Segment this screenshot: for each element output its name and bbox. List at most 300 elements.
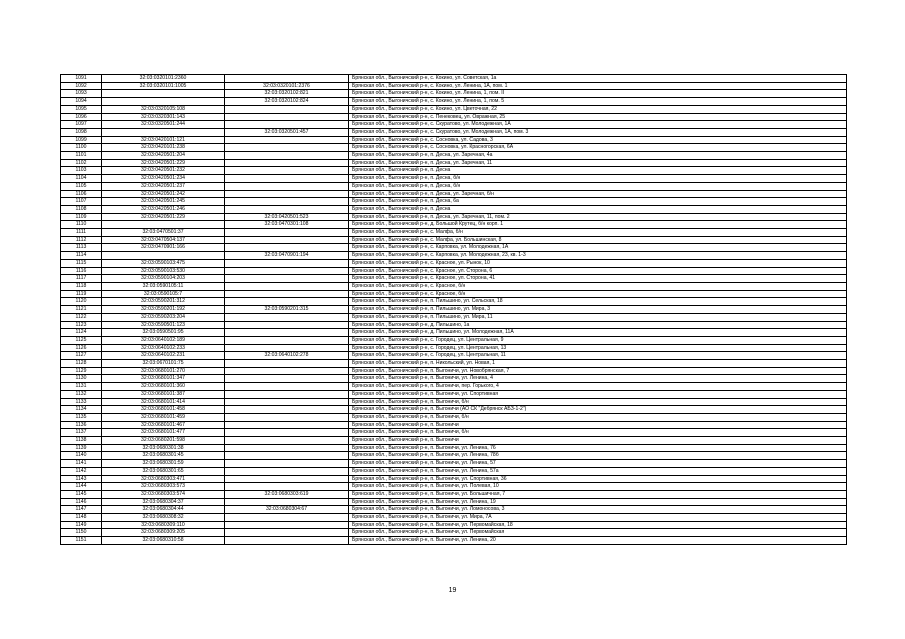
address-cell: Брянская обл., Выгоничский р-н, п. Выгоничи, ул. Первомайская — [349, 529, 847, 537]
address-cell: Брянская обл., Выгоничский р-н, п. Выгоничи, ул. Первомайская, 18 — [349, 521, 847, 529]
table-row — [61, 282, 847, 290]
cadastral-number-cell: 32:03:0680101:347 — [102, 375, 225, 383]
building-number-cell: 32:03:0320102:821 — [225, 90, 349, 98]
table-row — [61, 506, 847, 514]
address-cell: Брянская обл., Выгоничский р-н, с. Малфа, б/н — [349, 229, 847, 237]
cadastral-number-cell: 32:03:0680310:58 — [102, 537, 225, 545]
building-number-cell — [225, 298, 349, 306]
row-number-cell: 1135 — [61, 413, 102, 421]
building-number-cell — [225, 475, 349, 483]
cadastral-number-cell: 32:03:0680301:38 — [102, 444, 225, 452]
row-number-cell: 1099 — [61, 136, 102, 144]
building-number-cell — [225, 275, 349, 283]
address-cell: Брянская обл., Выгоничский р-н, с. Скуратово, ул. Молодежная, 1А, пом. 3 — [349, 128, 847, 136]
row-number-cell: 1133 — [61, 398, 102, 406]
address-cell: Брянская обл., Выгоничский р-н, п. Выгоничи, ул. Спортивная, 36 — [349, 475, 847, 483]
cadastral-number-cell: 32:03:0680301:45 — [102, 452, 225, 460]
row-number-cell: 1106 — [61, 190, 102, 198]
row-number-cell: 1115 — [61, 259, 102, 267]
table-row — [61, 167, 847, 175]
row-number-cell: 1107 — [61, 198, 102, 206]
building-number-cell — [225, 159, 349, 167]
cadastral-number-cell — [102, 221, 225, 229]
cadastral-number-cell: 32:03:0320501:244 — [102, 121, 225, 129]
building-number-cell — [225, 182, 349, 190]
table-row — [61, 413, 847, 421]
table-row — [61, 313, 847, 321]
building-number-cell — [225, 537, 349, 545]
row-number-cell: 1123 — [61, 321, 102, 329]
building-number-cell — [225, 406, 349, 414]
table-row — [61, 437, 847, 445]
table-row — [61, 475, 847, 483]
address-cell: Брянская обл., Выгоничский р-н, п. Выгоничи, ул. Новобрянская, 7 — [349, 367, 847, 375]
building-number-cell — [225, 175, 349, 183]
table-row — [61, 275, 847, 283]
table-row — [61, 182, 847, 190]
address-cell: Брянская обл., Выгоничский р-н, с. Городец, ул. Центральная, 9 — [349, 336, 847, 344]
address-cell: Брянская обл., Выгоничский р-н, с. Городец, ул. Центральная, 13 — [349, 344, 847, 352]
address-cell: Брянская обл., Выгоничский р-н, п. Десна — [349, 167, 847, 175]
building-number-cell — [225, 421, 349, 429]
row-number-cell: 1113 — [61, 244, 102, 252]
cadastral-number-cell: 32:03:0590201:312 — [102, 298, 225, 306]
address-cell: Брянская обл., Выгоничский р-н, с. Красное, б/н — [349, 282, 847, 290]
table-row — [61, 352, 847, 360]
table-row — [61, 514, 847, 522]
building-number-cell: 32:03:0470301:108 — [225, 221, 349, 229]
row-number-cell: 1125 — [61, 336, 102, 344]
cadastral-number-cell — [102, 128, 225, 136]
building-number-cell — [225, 336, 349, 344]
table-body — [61, 75, 847, 545]
address-cell: Брянская обл., Выгоничский р-н, с. Карповка, ул. Молодежная, 23, кв. 1-3 — [349, 252, 847, 260]
table-row — [61, 467, 847, 475]
cadastral-number-cell: 32:03:0320301:143 — [102, 113, 225, 121]
cadastral-number-cell: 32:03:0680303:471 — [102, 475, 225, 483]
building-number-cell — [225, 329, 349, 337]
address-cell: Брянская обл., Выгоничский р-н, п. Пильшино, ул. Сельская, 18 — [349, 298, 847, 306]
building-number-cell — [225, 321, 349, 329]
table-row — [61, 152, 847, 160]
cadastral-number-cell: 32:03:0680304:44 — [102, 506, 225, 514]
table-row — [61, 498, 847, 506]
row-number-cell: 1100 — [61, 144, 102, 152]
table-row — [61, 128, 847, 136]
table-row — [61, 113, 847, 121]
cadastral-number-cell: 32:03:0420501:246 — [102, 205, 225, 213]
building-number-cell — [225, 290, 349, 298]
row-number-cell: 1110 — [61, 221, 102, 229]
row-number-cell: 1120 — [61, 298, 102, 306]
address-cell: Брянская обл., Выгоничский р-н, п. Выгоничи, б/н — [349, 413, 847, 421]
table-row — [61, 136, 847, 144]
cadastral-number-cell: 32:03:0680101:458 — [102, 406, 225, 414]
table-row — [61, 429, 847, 437]
row-number-cell: 1141 — [61, 460, 102, 468]
cadastral-number-cell: 32:03:0680301:65 — [102, 467, 225, 475]
table-row — [61, 306, 847, 314]
cadastral-number-cell: 32:03:0680309:110 — [102, 521, 225, 529]
cadastral-number-cell: 32:03:0420501:229 — [102, 159, 225, 167]
cadastral-number-cell: 32:03:0470504:137 — [102, 236, 225, 244]
table-row — [61, 175, 847, 183]
cadastral-number-cell: 32:03:0420101:238 — [102, 144, 225, 152]
building-number-cell: 32:03:0320501:457 — [225, 128, 349, 136]
table-row — [61, 121, 847, 129]
cadastral-number-cell: 32:03:0420501:234 — [102, 175, 225, 183]
row-number-cell: 1149 — [61, 521, 102, 529]
building-number-cell — [225, 105, 349, 113]
address-cell: Брянская обл., Выгоничский р-н, п. Выгоничи, ул. Ленина, 76 — [349, 444, 847, 452]
row-number-cell: 1132 — [61, 390, 102, 398]
row-number-cell: 1093 — [61, 90, 102, 98]
table-row — [61, 460, 847, 468]
row-number-cell: 1101 — [61, 152, 102, 160]
row-number-cell: 1124 — [61, 329, 102, 337]
building-number-cell: 32:03:0590201:315 — [225, 306, 349, 314]
table-row — [61, 537, 847, 545]
cadastral-number-cell: 32:03:0680101:477 — [102, 429, 225, 437]
address-cell: Брянская обл., Выгоничский р-н, с. Кокино, ул. Цветочная, 22 — [349, 105, 847, 113]
address-cell: Брянская обл., Выгоничский р-н, п. Выгоничи, ул. Спортивная — [349, 390, 847, 398]
table-row — [61, 236, 847, 244]
address-cell: Брянская обл., Выгоничский р-н, п. Выгоничи, ул. Ленина, 78б — [349, 452, 847, 460]
table-row — [61, 190, 847, 198]
address-cell: Брянская обл., Выгоничский р-н, с. Красное, ул. Сторона, 6 — [349, 267, 847, 275]
row-number-cell: 1150 — [61, 529, 102, 537]
address-cell: Брянская обл., Выгоничский р-н, с. Кокино, ул. Советская, 1а — [349, 75, 847, 83]
cadastral-number-cell: 32:03:0680308:32 — [102, 514, 225, 522]
address-cell: Брянская обл., Выгоничский р-н, с. Кокино, ул. Ленина, 1, пом. 5 — [349, 98, 847, 106]
row-number-cell: 1130 — [61, 375, 102, 383]
address-cell: Брянская обл., Выгоничский р-н, п. Десна, 6а — [349, 198, 847, 206]
building-number-cell — [225, 282, 349, 290]
table-row — [61, 421, 847, 429]
address-cell: Брянская обл., Выгоничский р-н, п. Выгоничи, ул. Ленина, 19 — [349, 498, 847, 506]
building-number-cell — [225, 375, 349, 383]
table-row — [61, 229, 847, 237]
building-number-cell: 32:03:0680303:619 — [225, 490, 349, 498]
address-cell: Брянская обл., Выгоничский р-н, п. Выгоничи, ул. Ломоносова, 3 — [349, 506, 847, 514]
row-number-cell: 1092 — [61, 82, 102, 90]
row-number-cell: 1112 — [61, 236, 102, 244]
cadastral-number-cell: 32:03:0680101:270 — [102, 367, 225, 375]
row-number-cell: 1108 — [61, 205, 102, 213]
table-row — [61, 105, 847, 113]
building-number-cell — [225, 136, 349, 144]
page-number: 19 — [448, 587, 457, 594]
building-number-cell — [225, 190, 349, 198]
cadastral-number-cell: 32:03:0680303:573 — [102, 483, 225, 491]
table-row — [61, 452, 847, 460]
address-cell: Брянская обл., Выгоничский р-н, с. Карповка, ул. Молодежная, 1А — [349, 244, 847, 252]
row-number-cell: 1143 — [61, 475, 102, 483]
building-number-cell — [225, 444, 349, 452]
row-number-cell: 1105 — [61, 182, 102, 190]
table-row — [61, 244, 847, 252]
address-cell: Брянская обл., Выгоничский р-н, п. Десна, ул. Заречная, б/н — [349, 190, 847, 198]
cadastral-number-cell: 32:03:0680309:205 — [102, 529, 225, 537]
cadastral-number-cell — [102, 252, 225, 260]
table-row — [61, 406, 847, 414]
address-cell: Брянская обл., Выгоничский р-н, с. Скуратово, ул. Молодежная, 1А — [349, 121, 847, 129]
address-cell: Брянская обл., Выгоничский р-н, п. Пильшино, ул. Мира, 11 — [349, 313, 847, 321]
cadastral-number-cell: 32:03:0590105:11 — [102, 282, 225, 290]
table-row — [61, 521, 847, 529]
address-cell: Брянская обл., Выгоничский р-н, п. Выгоничи, ул. Большичная, 7 — [349, 490, 847, 498]
building-number-cell: 32:03:0470901:194 — [225, 252, 349, 260]
cadastral-number-cell: 32:03:0420501:242 — [102, 190, 225, 198]
cadastral-number-cell: 32:03:0320105:108 — [102, 105, 225, 113]
table-row — [61, 490, 847, 498]
building-number-cell: 32:03:0320101:2376 — [225, 82, 349, 90]
table-row — [61, 159, 847, 167]
address-cell: Брянская обл., Выгоничский р-н, п. Выгоничи, ул. Мира, 7А — [349, 514, 847, 522]
address-cell: Брянская обл., Выгоничский р-н, п. Десна, ул. Заречная, 4а — [349, 152, 847, 160]
address-cell: Брянская обл., Выгоничский р-н, п. Выгоничи, ул. Ленина, 57 — [349, 460, 847, 468]
building-number-cell — [225, 521, 349, 529]
row-number-cell: 1146 — [61, 498, 102, 506]
row-number-cell: 1142 — [61, 467, 102, 475]
row-number-cell: 1104 — [61, 175, 102, 183]
building-number-cell — [225, 498, 349, 506]
address-cell: Брянская обл., Выгоничский р-н, п. Выгоничи, ул. Ленина, 57а — [349, 467, 847, 475]
row-number-cell: 1138 — [61, 437, 102, 445]
row-number-cell: 1137 — [61, 429, 102, 437]
address-cell: Брянская обл., Выгоничский р-н, с. Красное, ул. Рынок, 10 — [349, 259, 847, 267]
address-cell: Брянская обл., Выгоничский р-н, п. Выгоничи, пер. Горького, 4 — [349, 383, 847, 391]
row-number-cell: 1139 — [61, 444, 102, 452]
building-number-cell — [225, 313, 349, 321]
cadastral-number-cell: 32:03:0680101:467 — [102, 421, 225, 429]
address-cell: Брянская обл., Выгоничский р-н, п. Никольский, ул. Новая, 1 — [349, 360, 847, 368]
address-cell: Брянская обл., Выгоничский р-н, с. Малфа, ул. Большинская, 8 — [349, 236, 847, 244]
cadastral-number-cell: 32:03:0590501:123 — [102, 321, 225, 329]
building-number-cell — [225, 113, 349, 121]
address-cell: Брянская обл., Выгоничский р-н, п. Выгоничи, б/н — [349, 398, 847, 406]
row-number-cell: 1095 — [61, 105, 102, 113]
cadastral-number-cell: 32:03:0590103:530 — [102, 267, 225, 275]
building-number-cell — [225, 205, 349, 213]
address-cell: Брянская обл., Выгоничский р-н, п. Выгоничи, ул. Ленина, 20 — [349, 537, 847, 545]
building-number-cell — [225, 360, 349, 368]
building-number-cell — [225, 267, 349, 275]
cadastral-number-cell: 32:03:0590103:475 — [102, 259, 225, 267]
row-number-cell: 1128 — [61, 360, 102, 368]
building-number-cell — [225, 244, 349, 252]
table-row — [61, 98, 847, 106]
building-number-cell — [225, 429, 349, 437]
building-number-cell — [225, 198, 349, 206]
cadastral-number-cell: 32:03:0420501:229 — [102, 213, 225, 221]
address-cell: Брянская обл., Выгоничский р-н, с. Кокино, ул. Ленина, 1А, пом. 1 — [349, 82, 847, 90]
row-number-cell: 1097 — [61, 121, 102, 129]
building-number-cell — [225, 75, 349, 83]
table-row — [61, 375, 847, 383]
address-cell: Брянская обл., Выгоничский р-н, п. Выгоничи — [349, 437, 847, 445]
address-cell: Брянская обл., Выгоничский р-н, с. Кокино, ул. Ленина, 1, пом. II — [349, 90, 847, 98]
cadastral-number-cell: 32:03:0680304:37 — [102, 498, 225, 506]
row-number-cell: 1111 — [61, 229, 102, 237]
cadastral-number-cell: 32:03:0680101:414 — [102, 398, 225, 406]
table-row — [61, 75, 847, 83]
table-row — [61, 252, 847, 260]
table-row — [61, 329, 847, 337]
building-number-cell — [225, 437, 349, 445]
row-number-cell: 1147 — [61, 506, 102, 514]
row-number-cell: 1098 — [61, 128, 102, 136]
table-row — [61, 383, 847, 391]
cadastral-number-cell: 32:03:0590501:95 — [102, 329, 225, 337]
row-number-cell: 1136 — [61, 421, 102, 429]
table-row — [61, 144, 847, 152]
cadastral-number-cell: 32:03:0590105:7 — [102, 290, 225, 298]
cadastral-number-cell: 32:03:0320101:1005 — [102, 82, 225, 90]
table-row — [61, 221, 847, 229]
address-cell: Брянская обл., Выгоничский р-н, с. Городец, ул. Центральная, 11 — [349, 352, 847, 360]
building-number-cell — [225, 483, 349, 491]
table-row — [61, 367, 847, 375]
building-number-cell — [225, 460, 349, 468]
table-row — [61, 398, 847, 406]
cadastral-number-cell: 32:03:0420501:245 — [102, 198, 225, 206]
building-number-cell — [225, 467, 349, 475]
address-cell: Брянская обл., Выгоничский р-н, п. Пильшино, ул. Мира, 3 — [349, 306, 847, 314]
table-row — [61, 483, 847, 491]
row-number-cell: 1134 — [61, 406, 102, 414]
row-number-cell: 1091 — [61, 75, 102, 83]
cadastral-number-cell: 32:03:0420501:232 — [102, 167, 225, 175]
cadastral-number-cell: 32:03:0680301:59 — [102, 460, 225, 468]
row-number-cell: 1094 — [61, 98, 102, 106]
row-number-cell: 1129 — [61, 367, 102, 375]
cadastral-number-cell: 32:03:0470501:37 — [102, 229, 225, 237]
row-number-cell: 1119 — [61, 290, 102, 298]
cadastral-number-cell — [102, 90, 225, 98]
property-table — [60, 74, 847, 545]
cadastral-number-cell: 32:03:0590104:203 — [102, 275, 225, 283]
table-row — [61, 336, 847, 344]
cadastral-number-cell: 32:03:0420501:204 — [102, 152, 225, 160]
building-number-cell — [225, 390, 349, 398]
address-cell: Брянская обл., Выгоничский р-н, п. Выгоничи — [349, 421, 847, 429]
cadastral-number-cell: 32:03:0680101:459 — [102, 413, 225, 421]
cadastral-number-cell: 32:03:0420101:121 — [102, 136, 225, 144]
row-number-cell: 1122 — [61, 313, 102, 321]
table-row — [61, 529, 847, 537]
building-number-cell — [225, 367, 349, 375]
row-number-cell: 1114 — [61, 252, 102, 260]
row-number-cell: 1144 — [61, 483, 102, 491]
cadastral-number-cell: 32:03:0640102:231 — [102, 352, 225, 360]
row-number-cell: 1151 — [61, 537, 102, 545]
building-number-cell: 32:03:0640102:278 — [225, 352, 349, 360]
building-number-cell — [225, 236, 349, 244]
address-cell: Брянская обл., Выгоничский р-н, п. Десна, б/н — [349, 182, 847, 190]
address-cell: Брянская обл., Выгоничский р-н, п. Десна, б/н — [349, 175, 847, 183]
row-number-cell: 1118 — [61, 282, 102, 290]
row-number-cell: 1131 — [61, 383, 102, 391]
row-number-cell: 1121 — [61, 306, 102, 314]
building-number-cell — [225, 452, 349, 460]
cadastral-number-cell — [102, 98, 225, 106]
building-number-cell — [225, 529, 349, 537]
table-row — [61, 444, 847, 452]
building-number-cell — [225, 144, 349, 152]
address-cell: Брянская обл., Выгоничский р-н, с. Сосновка, ул. Красногорская, 6А — [349, 144, 847, 152]
building-number-cell — [225, 344, 349, 352]
address-cell: Брянская обл., Выгоничский р-н, п. Десна, ул. Заречная, 11, пом. 2 — [349, 213, 847, 221]
table-row — [61, 290, 847, 298]
table-row — [61, 90, 847, 98]
building-number-cell — [225, 167, 349, 175]
table-row — [61, 198, 847, 206]
address-cell: Брянская обл., Выгоничский р-н, с. Красное, ул. Сторона, 41 — [349, 275, 847, 283]
cadastral-number-cell: 32:03:0680201:598 — [102, 437, 225, 445]
address-cell: Брянская обл., Выгоничский р-н, п. Выгоничи, ул. Полевая, 10 — [349, 483, 847, 491]
address-cell: Брянская обл., Выгоничский р-н, п. Выгоничи, б/н — [349, 429, 847, 437]
row-number-cell: 1126 — [61, 344, 102, 352]
row-number-cell: 1116 — [61, 267, 102, 275]
table-row — [61, 298, 847, 306]
cadastral-number-cell: 32:03:0640102:189 — [102, 336, 225, 344]
table-row — [61, 82, 847, 90]
table-row — [61, 205, 847, 213]
building-number-cell — [225, 413, 349, 421]
building-number-cell — [225, 398, 349, 406]
row-number-cell: 1102 — [61, 159, 102, 167]
address-cell: Брянская обл., Выгоничский р-н, п. Выгоничи, ул. Ленина, 4 — [349, 375, 847, 383]
address-cell: Брянская обл., Выгоничский р-н, п. Десна — [349, 205, 847, 213]
address-cell: Брянская обл., Выгоничский р-н, с. Пенековец, ул. Овражная, 25 — [349, 113, 847, 121]
table-row — [61, 213, 847, 221]
cadastral-number-cell: 32:03:0590203:204 — [102, 313, 225, 321]
address-cell: Брянская обл., Выгоничский р-н, д. Пильшино, ул. Молодежная, 11А — [349, 329, 847, 337]
row-number-cell: 1103 — [61, 167, 102, 175]
address-cell: Брянская обл., Выгоничский р-н, п. Десна, ул. Заречная, 11 — [349, 159, 847, 167]
row-number-cell: 1096 — [61, 113, 102, 121]
row-number-cell: 1109 — [61, 213, 102, 221]
cadastral-number-cell: 32:03:0680101:387 — [102, 390, 225, 398]
address-cell: Брянская обл., Выгоничский р-н, с. Красное, б/н — [349, 290, 847, 298]
table-row — [61, 267, 847, 275]
building-number-cell: 32:03:0420501:523 — [225, 213, 349, 221]
building-number-cell — [225, 121, 349, 129]
cadastral-number-cell: 32:03:0680101:360 — [102, 383, 225, 391]
building-number-cell — [225, 152, 349, 160]
building-number-cell: 32:03:0320102:824 — [225, 98, 349, 106]
building-number-cell — [225, 229, 349, 237]
address-cell: Брянская обл., Выгоничский р-н, д. Пильшино, 1а — [349, 321, 847, 329]
cadastral-number-cell: 32:03:0590201:192 — [102, 306, 225, 314]
row-number-cell: 1117 — [61, 275, 102, 283]
address-cell: Брянская обл., Выгоничский р-н, с. Сосновка, ул. Садова, 3 — [349, 136, 847, 144]
building-number-cell — [225, 259, 349, 267]
row-number-cell: 1148 — [61, 514, 102, 522]
cadastral-number-cell: 32:03:0670101:75 — [102, 360, 225, 368]
table-row — [61, 259, 847, 267]
address-cell: Брянская обл., Выгоничский р-н, п. Выгоничи (АО СК "Дебрянск АБЗ-1-2") — [349, 406, 847, 414]
cadastral-number-cell: 32:03:0470901:166 — [102, 244, 225, 252]
building-number-cell: 32:03:0680304:67 — [225, 506, 349, 514]
cadastral-number-cell: 32:03:0640102:233 — [102, 344, 225, 352]
cadastral-number-cell: 32:03:0420501:237 — [102, 182, 225, 190]
table-row — [61, 360, 847, 368]
table-row — [61, 321, 847, 329]
building-number-cell — [225, 514, 349, 522]
cadastral-number-cell: 32:03:0320101:2360 — [102, 75, 225, 83]
